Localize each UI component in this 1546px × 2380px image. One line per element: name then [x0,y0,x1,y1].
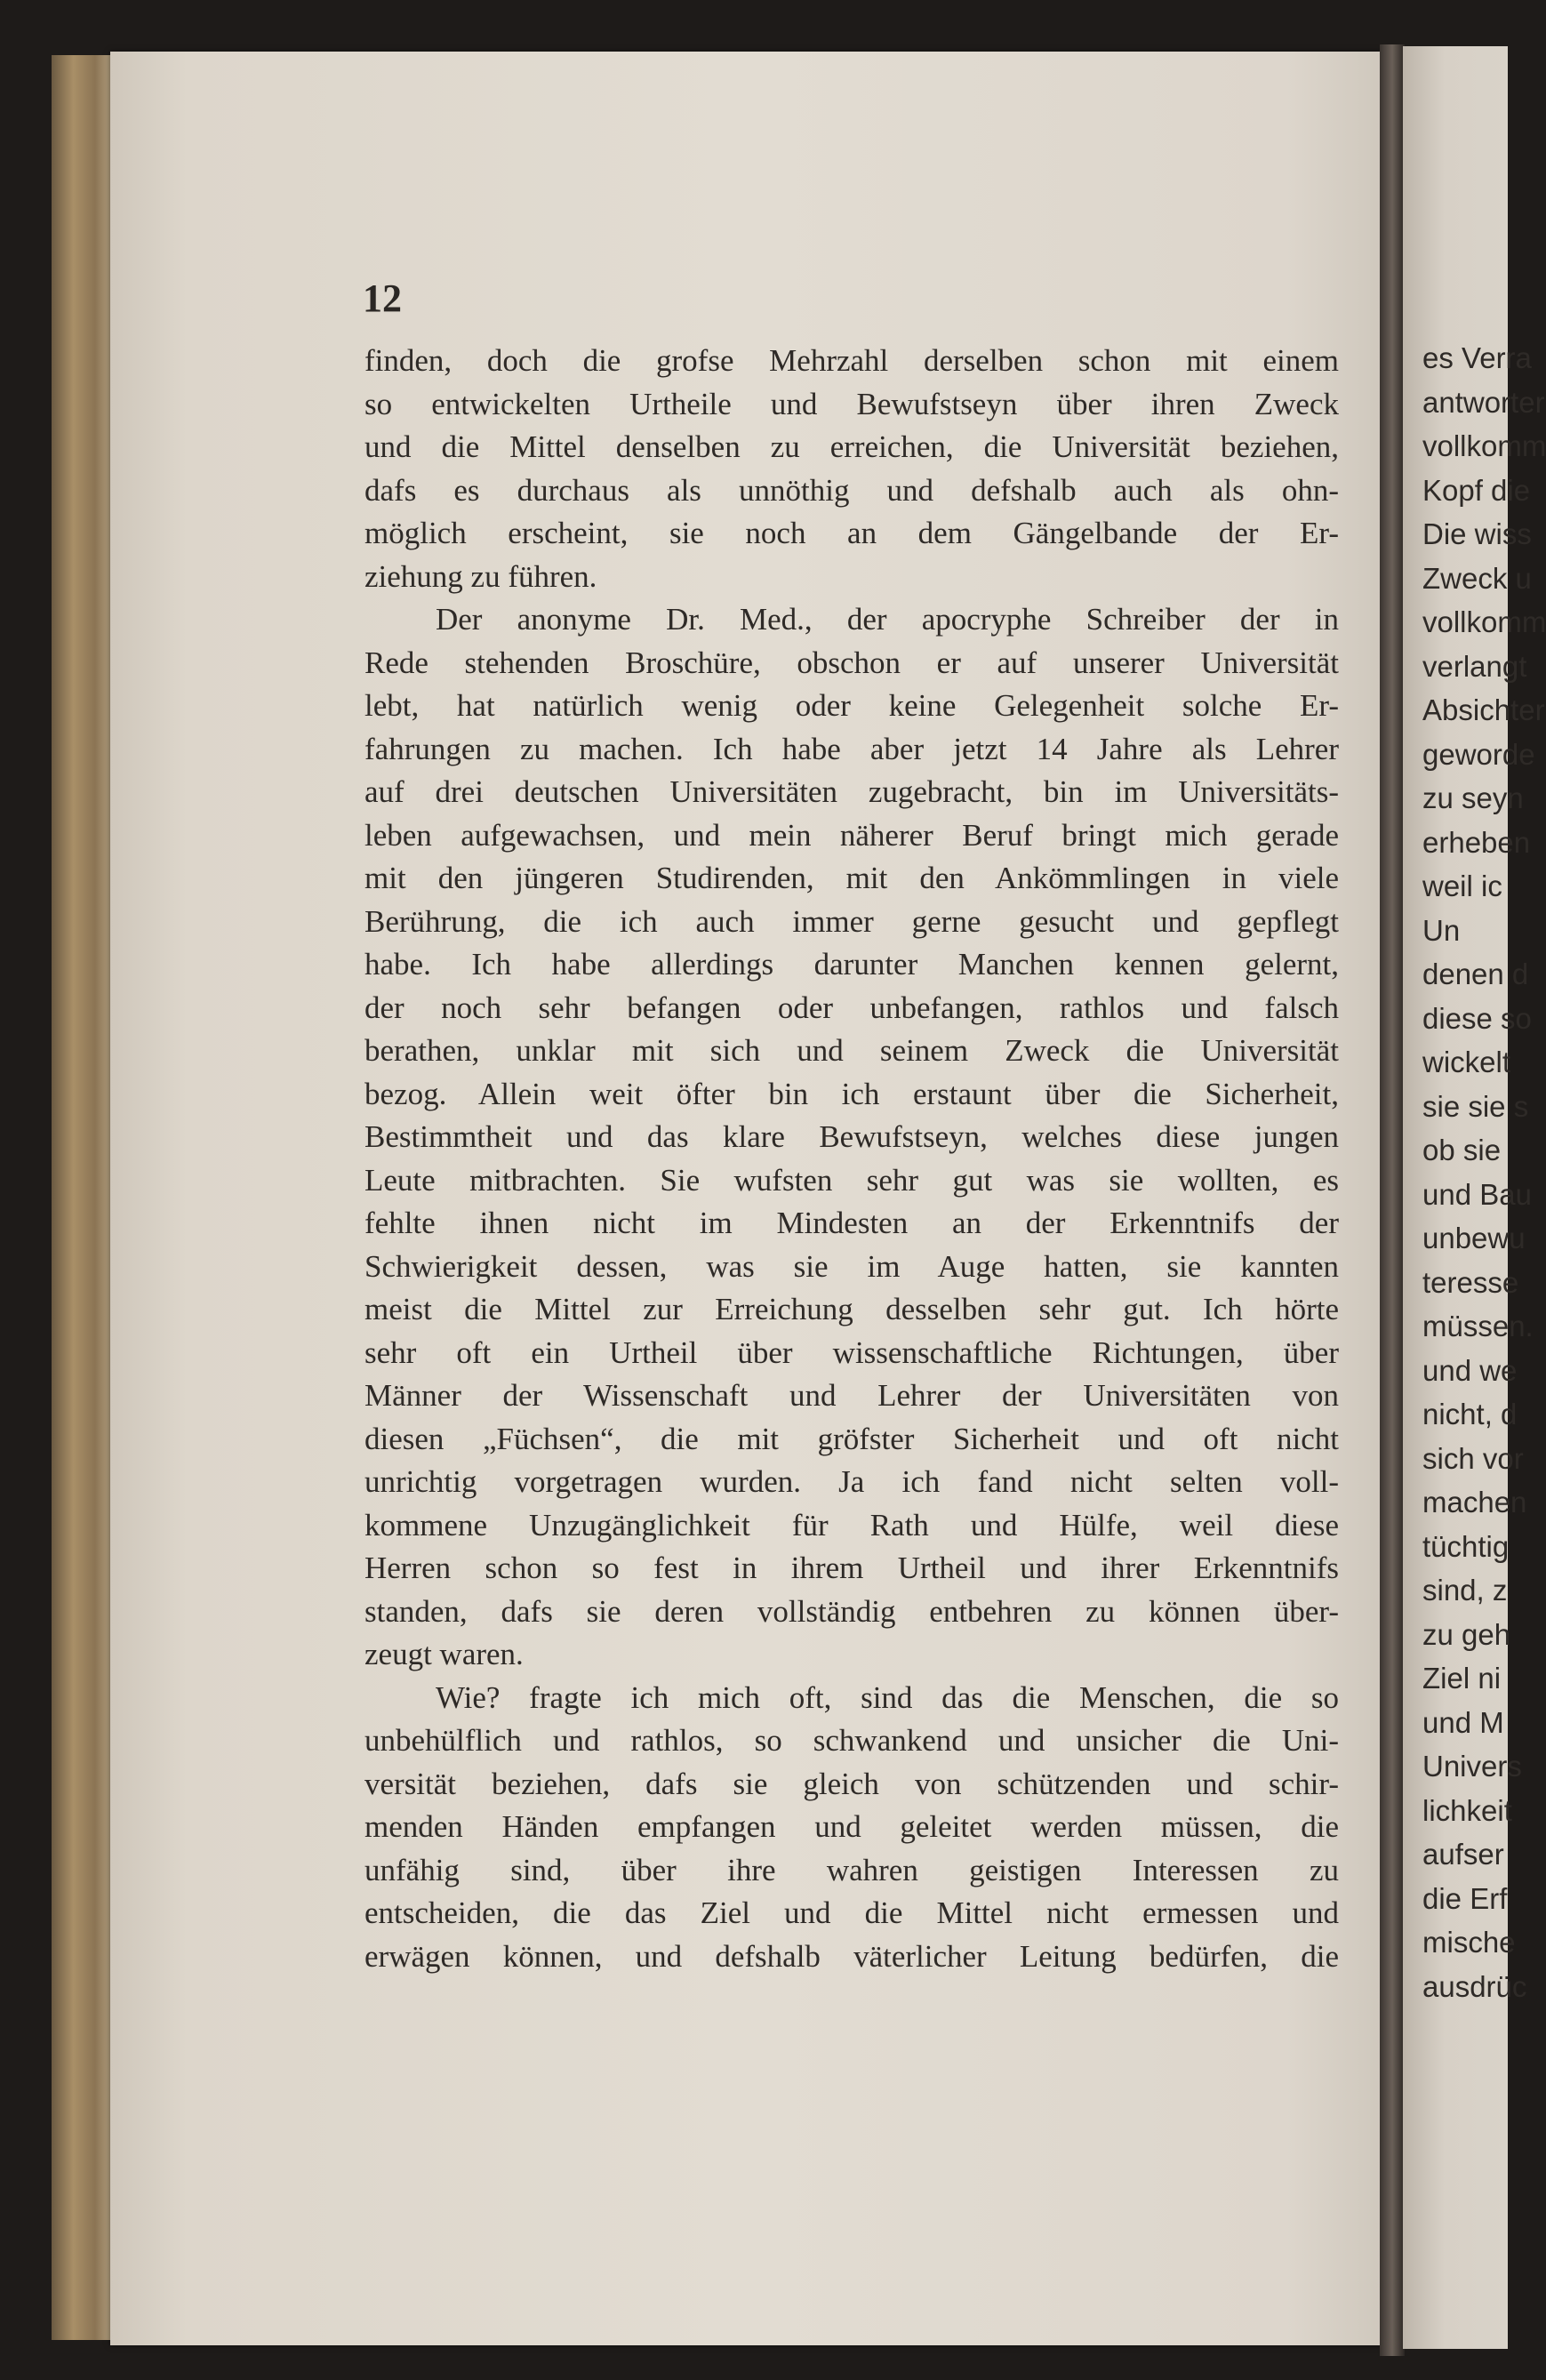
text-line: finden, doch die grofse Mehrzahl derselben schon mit einem [364,343,1339,378]
right-page-line: und Bau [1422,1177,1532,1211]
page-number: 12 [363,276,402,320]
right-page-text [1422,336,1546,2008]
right-page-line: machen [1422,1486,1527,1519]
right-page-line: diese so [1422,1001,1532,1035]
right-page-line: wickelt [1422,1046,1511,1078]
text-line: erwägen können, und defshalb väterlicher Leitung bedürfen, die [364,1938,1339,1974]
text-line: menden Händen empfangen und geleitet werden müssen, die [364,1809,1339,1844]
right-page-line: verlangt [1422,649,1527,683]
right-page-line: Un [1422,913,1461,947]
right-page-line: erheben [1422,825,1531,859]
text-line: der noch sehr befangen oder unbefangen, rathlos und falsch [364,990,1339,1025]
right-page-line: vollkomm [1422,605,1546,638]
right-page-line: nicht, d [1422,1398,1518,1430]
text-line: Bestimmtheit und das klare Bewufstseyn, welches diese jungen [364,1119,1339,1154]
text-line: lebt, hat natürlich wenig oder keine Gelegenheit solche Er- [364,688,1339,723]
right-page-line: sind, z [1422,1574,1508,1607]
text-line: Männer der Wissenschaft und Lehrer der Universitäten von [364,1378,1339,1413]
text-line: diesen „Füchsen“, die mit gröfster Sicherheit und oft nicht [364,1421,1339,1456]
text-line: möglich erscheint, sie noch an dem Gängelbande der Er- [364,516,1339,550]
right-page-line: weil ic [1422,869,1502,902]
text-line: fehlte ihnen nicht im Mindesten an der Erkenntnifs der [364,1206,1339,1240]
text-line: auf drei deutschen Universitäten zugebracht, bin im Universitäts- [364,774,1339,809]
text-line: fahrungen zu machen. Ich habe aber jetzt 14 Jahre als Lehrer [364,731,1339,766]
text-line: bezog. Allein weit öfter bin ich erstaunt über die Sicherheit, [364,1076,1339,1111]
text-line: habe. Ich habe allerdings darunter Manchen kennen gelernt, [364,947,1339,982]
text-line: Leute mitbrachten. Sie wufsten sehr gut was sie wollten, es [364,1162,1339,1198]
right-page-line: zu seyn [1422,781,1524,814]
right-page-line: es Verra [1422,341,1532,374]
right-page-line: Absichter [1422,693,1545,726]
right-page-line: vollkomm [1422,429,1546,462]
right-page-line: sie sie s [1422,1089,1529,1123]
right-page-line: müssen. [1422,1310,1534,1342]
text-line: ziehung zu führen. [364,558,597,594]
text-line: meist die Mittel zur Erreichung desselben sehr gut. Ich hörte [364,1292,1339,1326]
text-line: Der anonyme Dr. Med., der apocryphe Schreiber der in [436,602,1339,637]
right-page-line: teresse [1422,1265,1519,1299]
text-line: zeugt waren. [364,1637,524,1671]
right-page-line: mische [1422,1926,1516,1959]
right-page-line: ob sie [1422,1134,1502,1166]
right-page-line: und we [1422,1353,1518,1387]
right-page-line: tüchtig [1422,1529,1510,1563]
right-page-line: aufser [1422,1838,1504,1871]
body-text [364,340,1339,1978]
text-line: standen, dafs sie deren vollständig entbehren zu können über- [364,1593,1339,1629]
right-page-line: unbewu [1422,1222,1526,1254]
text-line: leben aufgewachsen, und mein näherer Beruf bringt mich gerade [364,817,1339,853]
text-line: unbehülflich und rathlos, so schwankend und unsicher die Uni- [364,1723,1339,1758]
right-page-line: antworter [1422,385,1545,419]
right-page-line: zu geh [1422,1617,1511,1651]
right-page-line: Univers [1422,1750,1522,1783]
right-page-line: Ziel ni [1422,1662,1502,1695]
text-line: dafs es durchaus als unnöthig und defshalb auch als ohn- [364,472,1339,508]
right-page-line: die Erf [1422,1881,1508,1915]
text-line: Rede stehenden Broschüre, obschon er auf unserer Universität [364,645,1339,680]
right-page-line: denen d [1422,958,1529,990]
right-page-line: Die wiss [1422,517,1532,550]
text-line: Herren schon so fest in ihrem Urtheil und ihrer Erkenntnifs [364,1551,1339,1585]
text-line: Berührung, die ich auch immer gerne gesucht und gepflegt [364,903,1339,939]
book-gutter [1380,44,1405,2356]
text-line: und die Mittel denselben zu erreichen, die Universität beziehen, [364,429,1339,464]
right-page-line: Kopf die [1422,473,1531,507]
right-page-line: Zweck u [1422,561,1532,595]
right-page-line: sich vor [1422,1441,1524,1475]
text-line: so entwickelten Urtheile und Bewufstseyn über ihren Zweck [364,386,1339,421]
text-line: entscheiden, die das Ziel und die Mittel nicht ermessen und [364,1895,1339,1930]
book-spine-edge [52,55,114,2340]
right-page-line: ausdrüc [1422,1969,1527,2003]
text-line: versität beziehen, dafs sie gleich von schützenden und schir- [364,1766,1339,1801]
text-line: Schwierigkeit dessen, was sie im Auge hatten, sie kannten [364,1248,1339,1284]
text-line: kommene Unzugänglichkeit für Rath und Hülfe, weil diese [364,1507,1339,1543]
right-page-line: und M [1422,1705,1504,1739]
text-line: unrichtig vorgetragen wurden. Ja ich fand nicht selten voll- [364,1464,1339,1499]
text-line: mit den jüngeren Studirenden, mit den Ankömmlingen in viele [364,861,1339,895]
text-line: sehr oft ein Urtheil über wissenschaftliche Richtungen, über [364,1334,1339,1370]
right-page-line: geworde [1422,737,1535,771]
text-line: unfähig sind, über ihre wahren geistigen Interessen zu [364,1852,1339,1887]
text-line: berathen, unklar mit sich und seinem Zweck die Universität [364,1033,1339,1068]
right-page-line: lichkeit [1422,1793,1512,1827]
text-line: Wie? fragte ich mich oft, sind das die Menschen, die so [436,1679,1339,1715]
